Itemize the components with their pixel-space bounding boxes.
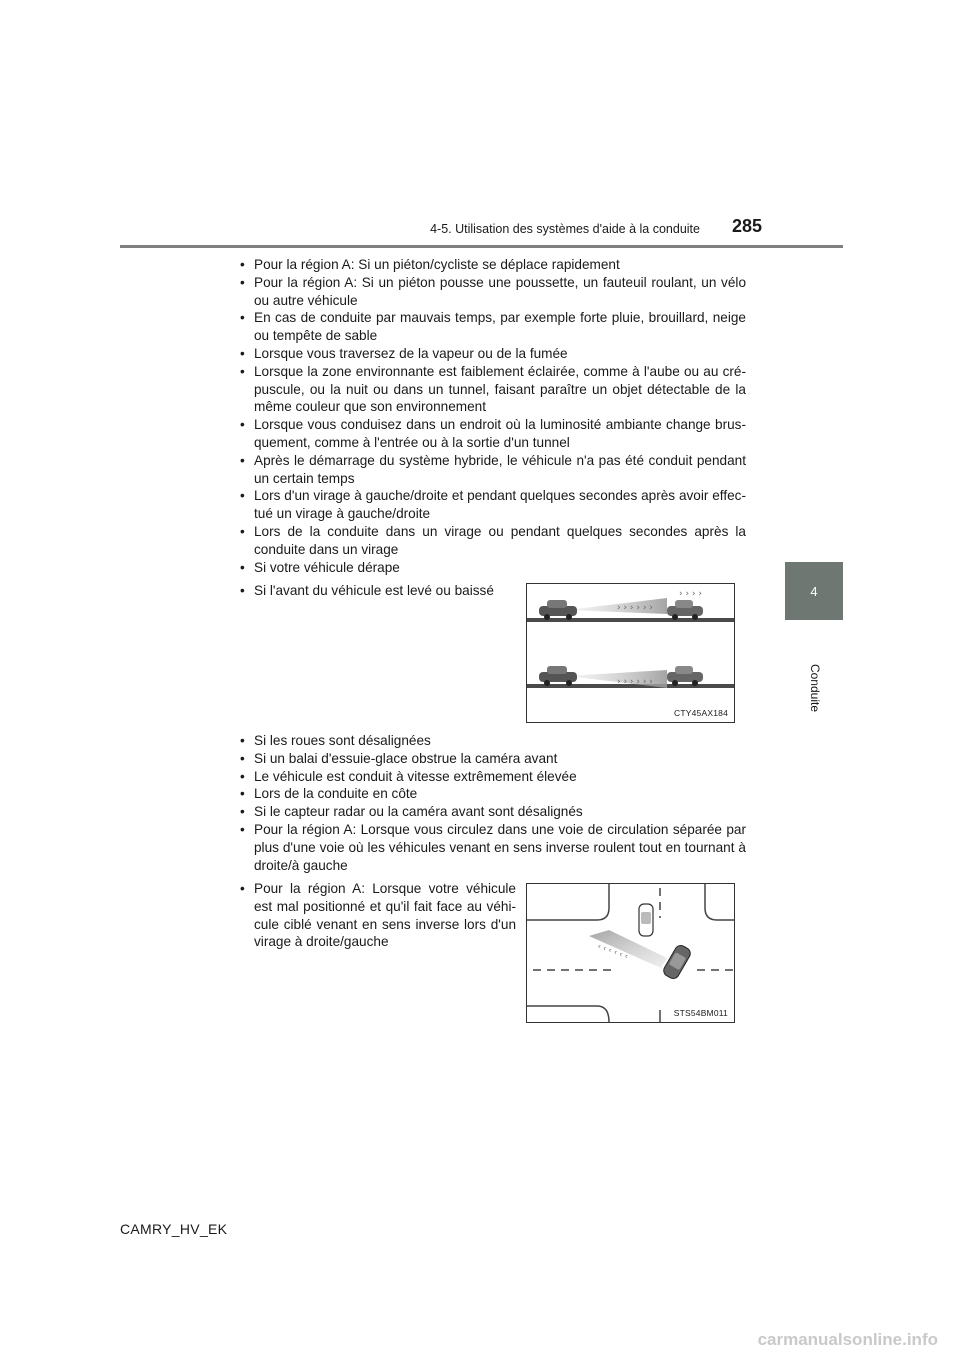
bullet-icon: • bbox=[240, 345, 245, 361]
list-item bbox=[238, 416, 746, 452]
list-item-text: Lors de la conduite dans un virage ou pendant quelques secondes après la conduite dans un virage bbox=[254, 523, 746, 557]
side-tab-number: 4 bbox=[810, 583, 818, 599]
svg-text:› › › ›: › › › › bbox=[679, 589, 702, 599]
bullet-icon: • bbox=[240, 733, 245, 748]
figure-vehicle-pitch bbox=[526, 583, 735, 723]
list-item-text: Si l'avant du véhicule est levé ou baissé bbox=[254, 583, 494, 598]
svg-text:› › › › › ›: › › › › › › bbox=[617, 677, 653, 687]
bullet-icon: • bbox=[240, 881, 245, 896]
bullet-icon: • bbox=[240, 583, 245, 598]
list-item bbox=[238, 768, 746, 786]
bullet-icon: • bbox=[240, 310, 245, 326]
bullet-icon: • bbox=[240, 488, 245, 504]
side-tab-label: Conduite bbox=[808, 663, 822, 713]
figure-code: STS54BM011 bbox=[673, 1008, 728, 1018]
list-item bbox=[238, 582, 516, 600]
list-item-text: Lors d'un virage à gauche/droite et pendant quelques secondes après avoir effec-tué un virage à gauche/droite bbox=[254, 488, 746, 522]
list-item-text: Si un balai d'essuie-glace obstrue la caméra avant bbox=[254, 750, 558, 766]
bullet-list-a bbox=[238, 256, 746, 576]
footer-model: CAMRY_HV_EK bbox=[120, 1221, 228, 1237]
list-item bbox=[238, 345, 746, 363]
bullet-icon: • bbox=[240, 523, 245, 539]
bullet-list-b bbox=[238, 582, 516, 600]
list-item bbox=[238, 880, 516, 951]
bullet-icon: • bbox=[240, 821, 245, 837]
list-item-text: Pour la région A: Lorsque vous circulez dans une voie de circulation séparée par plus d'une voie où les véhicules venant en sens inverse roulent tout en tournant à droite/à gauche bbox=[254, 821, 746, 873]
figure-intersection-turn bbox=[526, 883, 735, 1023]
list-item bbox=[238, 256, 746, 274]
list-item-text: Lors de la conduite en côte bbox=[254, 786, 418, 802]
bullet-list-d bbox=[238, 880, 516, 951]
list-item-text: Si le capteur radar ou la caméra avant sont désalignés bbox=[254, 804, 583, 820]
bullet-icon: • bbox=[240, 257, 245, 272]
list-item bbox=[238, 309, 746, 345]
list-item-text: Le véhicule est conduit à vitesse extrêmement élevée bbox=[254, 768, 577, 784]
list-item-text: Lorsque vous conduisez dans un endroit où la luminosité ambiante change brus-quement, comme à l'entrée ou à la sortie d'un tunnel bbox=[254, 417, 746, 450]
list-item-text: Pour la région A: Lorsque votre véhicule est mal positionné et qu'il fait face au véhi-cule ciblé venant en sens inverse lors d'un virage à droite/gauche bbox=[254, 881, 516, 950]
list-item bbox=[238, 274, 746, 310]
list-item-text: Après le démarrage du système hybride, le véhicule n'a pas été conduit pendant un certain temps bbox=[254, 452, 746, 486]
list-item bbox=[238, 523, 746, 559]
bullet-icon: • bbox=[240, 768, 245, 784]
bullet-icon: • bbox=[240, 786, 245, 802]
list-item-text: Lorsque la zone environnante est faiblement éclairée, comme à l'aube ou au cré-puscule, ou la nuit ou dans un tunnel, faisant paraître un objet détectable de la même couleur que son environnement bbox=[254, 363, 746, 415]
bullet-icon: • bbox=[240, 274, 245, 290]
list-item-text: En cas de conduite par mauvais temps, par exemple forte pluie, brouillard, neige ou tempête de sable bbox=[254, 310, 746, 344]
page-number: 285 bbox=[732, 216, 763, 236]
list-item bbox=[238, 750, 746, 768]
svg-text:› › › › › ›: › › › › › › bbox=[617, 603, 653, 613]
header-rule bbox=[120, 245, 843, 248]
list-item-text: Si votre véhicule dérape bbox=[254, 559, 400, 575]
list-item bbox=[238, 821, 746, 874]
list-item bbox=[238, 785, 746, 803]
list-item bbox=[238, 732, 746, 750]
figure-intersection-turn-drawing bbox=[527, 884, 734, 1022]
bullet-icon: • bbox=[240, 804, 245, 820]
figure-vehicle-pitch-drawing bbox=[527, 584, 734, 722]
list-item bbox=[238, 363, 746, 416]
list-item bbox=[238, 487, 746, 523]
list-item bbox=[238, 803, 746, 821]
watermark-link[interactable]: carmanualsonline.info bbox=[757, 1330, 938, 1349]
list-item bbox=[238, 452, 746, 488]
section-title: 4-5. Utilisation des systèmes d'aide à la conduite bbox=[430, 222, 700, 236]
list-item-text: Si les roues sont désalignées bbox=[254, 733, 431, 748]
bullet-list-c bbox=[238, 732, 746, 874]
list-item-text: Pour la région A: Si un piéton pousse une poussette, un fauteuil roulant, un vélo ou autre véhicule bbox=[254, 274, 746, 308]
side-tab[interactable] bbox=[785, 562, 843, 620]
bullet-icon: • bbox=[240, 417, 245, 433]
bullet-icon: • bbox=[240, 750, 245, 766]
figure-code: CTY45AX184 bbox=[674, 708, 728, 718]
bullet-icon: • bbox=[240, 452, 245, 468]
list-item-text: Pour la région A: Si un piéton/cycliste se déplace rapidement bbox=[254, 257, 620, 272]
bullet-icon: • bbox=[240, 363, 245, 379]
bullet-icon: • bbox=[240, 559, 245, 575]
svg-text:‹ ‹ ‹ ‹ ‹ ‹: ‹ ‹ ‹ ‹ ‹ ‹ bbox=[596, 941, 630, 961]
list-item bbox=[238, 559, 746, 577]
list-item-text: Lorsque vous traversez de la vapeur ou de la fumée bbox=[254, 345, 568, 361]
